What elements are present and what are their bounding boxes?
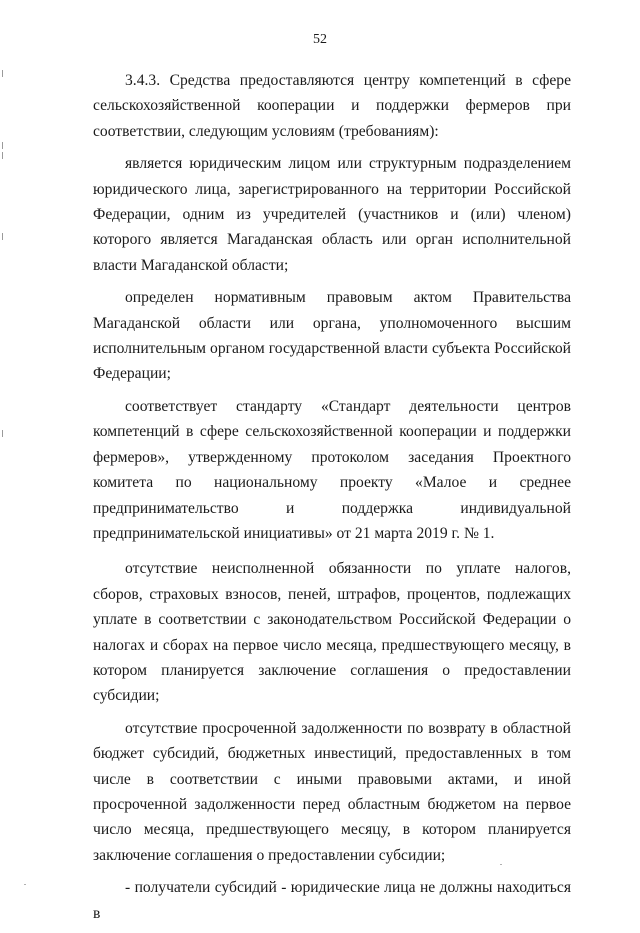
- paragraph-no-tax-debt: отсутствие неисполненной обязанности по уплате налогов, сборов, страховых взносов, пеней, штрафов, процентов, подлежащих уплате в соответствии с законодательством Российской Федерации о налогах и сборах на первое число месяца, предшествующего месяцу, в котором планируется заключение соглашения о предоставлении субсидии;: [93, 560, 571, 705]
- paragraph-recipients: - получатели субсидий - юридические лица не должны находиться в: [93, 879, 571, 922]
- scan-edge-mark: [2, 70, 3, 77]
- scan-edge-mark: [2, 233, 3, 240]
- paragraph-standard: соответствует стандарту «Стандарт деятельности центров компетенций в сфере сельскохозяйственной кооперации и поддержки фермеров», утвержденному протоколом заседания Проектного комитета по национальному проекту «Малое и среднее предпринимательство и поддержка индивидуальной предпринимательской инициативы» от 21 марта 2019 г. № 1.: [93, 397, 571, 542]
- document-body: [93, 68, 571, 933]
- scan-edge-mark: [2, 152, 3, 159]
- paragraph-no-overdue-debt: отсутствие просроченной задолженности по возврату в областной бюджет субсидий, бюджетных инвестиций, предоставленных в том числе в соответствии с иными правовыми актами, и иной просроченной задолженности перед областным бюджетом на первое число месяца, предшествующего месяцу, в котором планируется заключение соглашения о предоставлении субсидии;: [93, 719, 571, 864]
- scan-speck: [24, 884, 26, 885]
- paragraph-legal-entity: является юридическим лицом или структурным подразделением юридического лица, зарегистрированного на территории Российской Федерации, одним из учредителей (участников и (или) членом) которого является Магаданская область или орган исполнительной власти Магаданской области;: [93, 155, 571, 274]
- paragraph-normative-act: определен нормативным правовым актом Правительства Магаданской области или органа, уполномоченного высшим исполнительным органом государственной власти субъекта Российской Федерации;: [93, 289, 571, 383]
- scan-edge-mark: [2, 430, 3, 437]
- paragraph-clause-3-4-3: 3.4.3. Средства предоставляются центру компетенций в сфере сельскохозяйственной кооперации и поддержки фермеров при соответствии, следующим условиям (требованиям):: [93, 72, 571, 140]
- scan-edge-mark: [2, 142, 3, 149]
- page-number: 52: [313, 32, 327, 47]
- scan-speck: [500, 864, 502, 865]
